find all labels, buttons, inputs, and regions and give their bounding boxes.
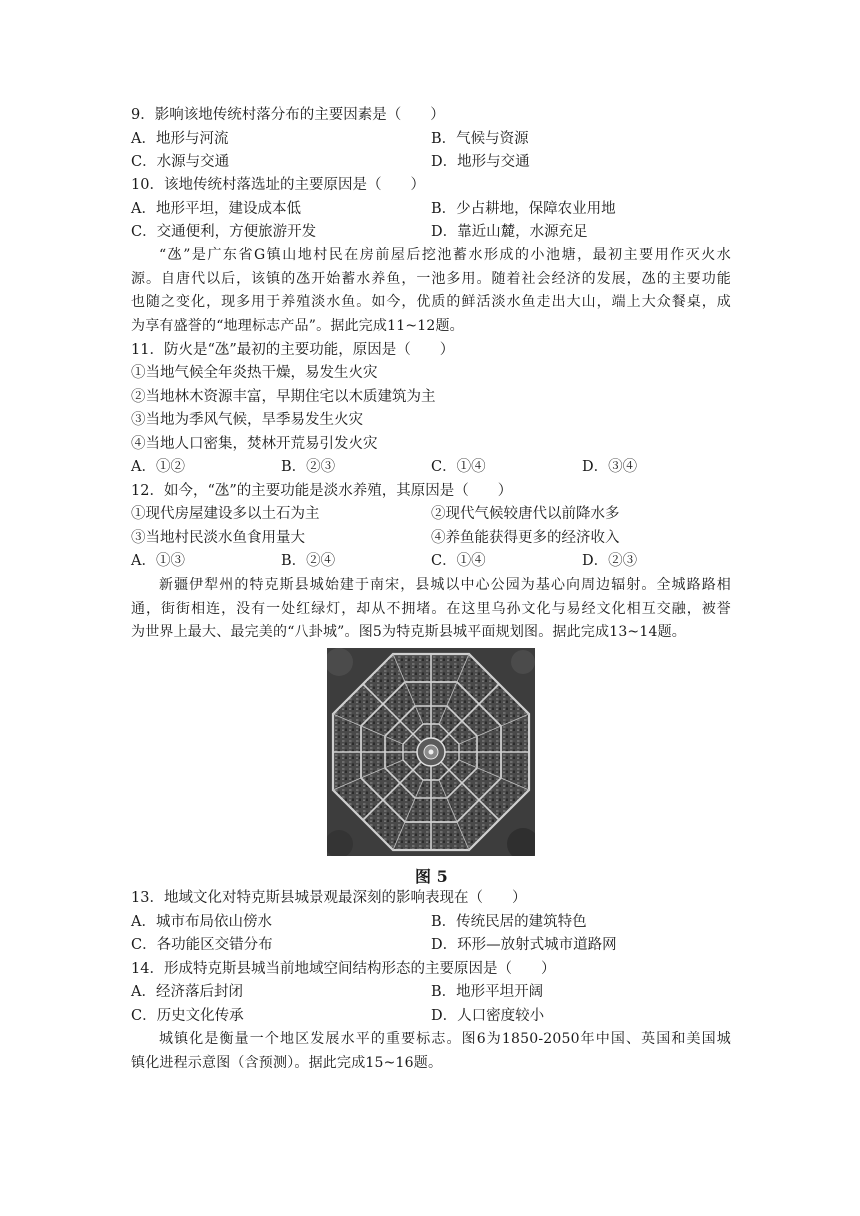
q12-item-4: ④养鱼能获得更多的经济收入	[431, 530, 620, 546]
q11-option-d: D．③④	[582, 459, 638, 475]
passage-line: 城镇化是衡量一个地区发展水平的重要标志。图6为1850-2050年中国、英国和美国城	[159, 1031, 731, 1047]
q12-option-b: B．②④	[281, 553, 336, 569]
q11-item-3: ③当地为季风气候，旱季易发生火灾	[131, 412, 363, 428]
q9-stem: 9．影响该地传统村落分布的主要因素是（ ）	[131, 107, 445, 123]
q12-stem: 12．如今，“氹”的主要功能是淡水养殖，其原因是（ ）	[131, 483, 513, 499]
q13-stem: 13．地域文化对特克斯县城景观最深刻的影响表现在（ ）	[131, 890, 527, 906]
q11-option-c: C．①④	[431, 459, 486, 475]
q12-items-row1	[131, 504, 620, 524]
bagua-city-map	[327, 648, 535, 856]
q10-option-a: A．地形平坦，建设成本低	[131, 201, 301, 217]
q13-options-row2	[131, 935, 617, 955]
q10-options-row2	[131, 222, 588, 242]
q9-option-b: B．气候与资源	[431, 131, 529, 147]
q11-item-1: ①当地气候全年炎热干燥，易发生火灾	[131, 365, 378, 381]
passage-line: 通，街街相连，没有一处红绿灯，却从不拥堵。在这里乌孙文化与易经文化相互交融，被誉	[131, 600, 731, 617]
passage-line: 也随之变化，现多用于养殖淡水鱼。如今，优质的鲜活淡水鱼走出大山，端上大众餐桌，成	[131, 294, 731, 310]
q14-options-row1	[131, 982, 544, 1002]
passage-dang	[131, 244, 731, 338]
passage-urbanization	[131, 1028, 731, 1075]
q12-options	[131, 551, 638, 571]
q9-option-d: D．地形与交通	[431, 154, 530, 170]
passage-line: 镇化进程示意图（含预测）。据此完成15~16题。	[131, 1054, 443, 1071]
q10-options-row1	[131, 199, 616, 219]
q10-stem: 10．该地传统村落选址的主要原因是（ ）	[131, 177, 425, 193]
q12-item-3: ③当地村民淡水鱼食用量大	[131, 530, 305, 546]
q13-option-b: B．传统民居的建筑特色	[431, 914, 587, 930]
q11-options	[131, 457, 638, 477]
q9-option-c: C．水源与交通	[131, 154, 230, 170]
q9-options-row1	[131, 129, 529, 149]
q13-option-a: A．城市布局依山傍水	[131, 914, 272, 930]
passage-line: 新疆伊犁州的特克斯县城始建于南宋，县城以中心公园为基心向周边辐射。全城路路相	[159, 577, 731, 593]
q14-option-d: D．人口密度较小	[431, 1008, 545, 1024]
q12-option-a: A．①③	[131, 553, 185, 569]
q12-option-d: D．②③	[582, 553, 638, 569]
tekes-city-plan-image	[327, 648, 535, 856]
q14-option-c: C．历史文化传承	[131, 1008, 244, 1024]
q10-option-b: B．少占耕地，保障农业用地	[431, 201, 616, 217]
q12-item-2: ②现代气候较唐代以前降水多	[431, 506, 620, 522]
q11-option-b: B．②③	[281, 459, 336, 475]
q10-option-d: D．靠近山麓，水源充足	[431, 224, 588, 240]
q14-option-a: A．经济落后封闭	[131, 984, 243, 1000]
q11-item-4: ④当地人口密集，焚林开荒易引发火灾	[131, 436, 378, 452]
q14-stem: 14．形成特克斯县城当前地域空间结构形态的主要原因是（ ）	[131, 961, 556, 977]
passage-line: 为享有盛誉的“地理标志产品”。据此完成11~12题。	[131, 317, 464, 334]
passage-line: 为世界上最大、最完美的“八卦城”。图5为特克斯县城平面规划图。据此完成13~14题。	[131, 624, 686, 640]
q12-item-1: ①现代房屋建设多以土石为主	[131, 506, 320, 522]
q13-option-c: C．各功能区交错分布	[131, 937, 273, 953]
q10-option-c: C．交通便利，方便旅游开发	[131, 224, 317, 240]
q11-stem: 11．防火是“氹”最初的主要功能，原因是（ ）	[131, 342, 455, 358]
q11-option-a: A．①②	[131, 459, 185, 475]
passage-tekes	[131, 574, 731, 645]
passage-line: “氹”是广东省G镇山地村民在房前屋后挖池蓄水形成的小池塘，最初主要用作灭火水	[159, 247, 731, 263]
q13-option-d: D．环形—放射式城市道路网	[431, 937, 617, 953]
figure-caption: 图 5	[415, 867, 448, 886]
q14-option-b: B．地形平坦开阔	[431, 984, 544, 1000]
q12-items-row2	[131, 528, 620, 548]
q14-options-row2	[131, 1006, 545, 1026]
q11-item-2: ②当地林木资源丰富，早期住宅以木质建筑为主	[131, 389, 436, 405]
q9-options-row2	[131, 152, 530, 172]
passage-line: 源。自唐代以后，该镇的氹开始蓄水养鱼，一池多用。随着社会经济的发展，氹的主要功能	[131, 270, 731, 287]
q9-option-a: A．地形与河流	[131, 131, 229, 147]
q12-option-c: C．①④	[431, 553, 486, 569]
q13-options-row1	[131, 912, 587, 932]
